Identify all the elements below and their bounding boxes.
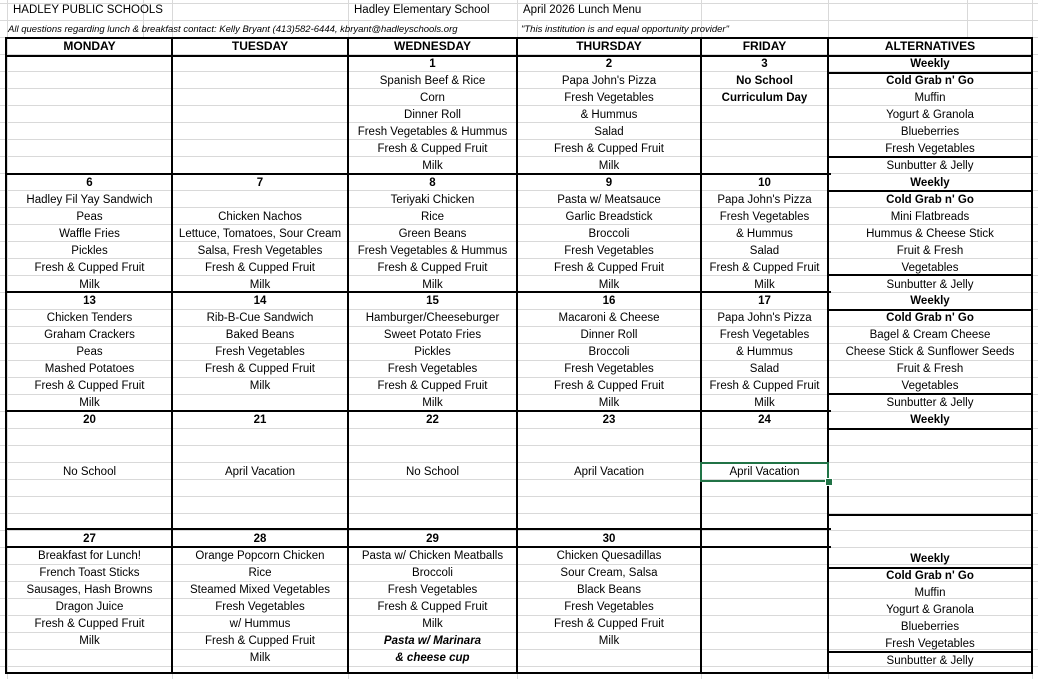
closure-cell[interactable]: No School [62, 466, 117, 478]
date-number-cell[interactable]: 7 [256, 177, 264, 189]
date-number-cell[interactable]: 2 [605, 58, 613, 70]
column-header-tuesday[interactable]: TUESDAY [231, 39, 289, 53]
closure-cell[interactable]: April Vacation [224, 466, 296, 478]
menu-item-cell[interactable]: Fresh Vegetables [564, 245, 654, 257]
date-number-cell[interactable]: 23 [602, 414, 616, 426]
menu-item-cell[interactable]: Milk [422, 160, 443, 172]
menu-item-cell[interactable]: Rice [420, 211, 444, 223]
date-number-cell[interactable]: 21 [253, 414, 267, 426]
menu-item-cell[interactable]: Papa John's Pizza [717, 312, 812, 324]
border-week-separator [5, 173, 831, 175]
menu-item-cell[interactable]: Breakfast for Lunch! [38, 550, 141, 562]
date-number-cell[interactable]: 10 [758, 177, 771, 189]
menu-item-cell[interactable]: Macaroni & Cheese [558, 312, 660, 324]
selected-cell-highlight[interactable] [700, 462, 829, 482]
menu-item-cell[interactable]: Graham Crackers [44, 329, 135, 341]
menu-item-cell[interactable]: Chicken Tenders [46, 312, 133, 324]
menu-item-cell[interactable]: & cheese cup [395, 652, 470, 664]
border-left [5, 37, 7, 674]
alternative-item-cell[interactable]: Fruit & Fresh [896, 363, 964, 375]
border-week-separator [5, 410, 831, 412]
menu-item-cell[interactable]: Fresh & Cupped Fruit [205, 262, 315, 274]
menu-item-cell[interactable]: Salad [594, 126, 624, 138]
menu-item-cell[interactable]: Dinner Roll [580, 329, 638, 341]
alternative-item-cell[interactable]: Mini Flatbreads [890, 211, 970, 223]
alternative-item-cell[interactable]: Weekly [910, 58, 950, 70]
alternative-item-cell[interactable]: Cold Grab n' Go [886, 194, 974, 206]
menu-item-cell[interactable]: Pasta w/ Marinara [383, 635, 482, 647]
date-number-cell[interactable]: 22 [426, 414, 439, 426]
menu-item-cell[interactable]: Milk [598, 279, 620, 291]
menu-item-cell[interactable]: Sausages, Hash Browns [26, 584, 153, 596]
menu-item-cell[interactable]: Broccoli [588, 346, 630, 358]
gridline-horizontal [0, 496, 1038, 497]
menu-item-cell[interactable]: Mashed Potatoes [44, 363, 135, 375]
column-header-friday[interactable]: FRIDAY [742, 39, 787, 53]
column-header-alternatives[interactable]: ALTERNATIVES [884, 39, 976, 53]
menu-item-cell[interactable]: Fresh & Cupped Fruit [34, 380, 145, 392]
menu-item-cell[interactable]: Pickles [414, 346, 451, 358]
menu-title-cell[interactable]: April 2026 Lunch Menu [523, 4, 642, 16]
menu-item-cell[interactable]: Salad [749, 245, 780, 257]
border-alternatives [827, 156, 1033, 158]
menu-item-cell[interactable]: Salad [749, 363, 780, 375]
date-number-cell[interactable]: 14 [253, 295, 267, 307]
alternative-item-cell[interactable]: Cold Grab n' Go [886, 75, 974, 87]
menu-item-cell[interactable]: Steamed Mixed Vegetables [189, 584, 330, 596]
menu-item-cell[interactable]: Pasta w/ Meatsauce [557, 194, 661, 206]
alternative-item-cell[interactable]: Yogurt & Granola [886, 109, 974, 121]
border-alternatives [827, 514, 1033, 516]
menu-item-cell[interactable]: Dinner Roll [404, 109, 461, 121]
menu-item-cell[interactable]: Fresh & Cupped Fruit [377, 143, 488, 155]
date-number-cell[interactable] [172, 56, 348, 73]
border-header-bottom [5, 55, 1033, 57]
menu-item-cell[interactable]: Teriyaki Chicken [390, 194, 475, 206]
menu-item-cell[interactable]: Garlic Breadstick [565, 211, 653, 223]
menu-item-cell[interactable]: Broccoli [588, 228, 630, 240]
menu-item-cell[interactable]: Milk [598, 397, 620, 409]
border-column [347, 37, 349, 674]
menu-item-cell[interactable]: Fresh Vegetables [719, 329, 810, 341]
district-title-cell[interactable]: HADLEY PUBLIC SCHOOLS [13, 4, 163, 16]
alternative-item-cell[interactable]: Blueberries [900, 621, 960, 633]
menu-item-cell[interactable]: Milk [79, 635, 100, 647]
menu-item-cell[interactable]: Peas [76, 211, 103, 223]
alternative-item-cell[interactable]: Sunbutter & Jelly [886, 160, 974, 172]
menu-item-cell[interactable]: Milk [598, 635, 620, 647]
alternative-item-cell[interactable]: Sunbutter & Jelly [886, 655, 974, 667]
menu-item-cell[interactable]: w/ Hummus [229, 618, 291, 630]
menu-item-cell[interactable]: Chicken Quesadillas [556, 550, 662, 562]
date-number-cell[interactable]: 6 [86, 177, 93, 189]
border-alternatives [827, 428, 1033, 430]
alternative-item-cell[interactable]: Vegetables [901, 262, 959, 274]
menu-item-cell[interactable]: Lettuce, Tomatoes, Sour Cream [178, 228, 342, 240]
menu-item-cell[interactable]: Black Beans [577, 584, 641, 596]
closure-cell[interactable]: April Vacation [573, 466, 645, 478]
menu-item-cell[interactable]: Fresh Vegetables [564, 601, 654, 613]
date-number-cell[interactable]: 29 [426, 533, 439, 545]
menu-item-cell[interactable]: Milk [422, 397, 443, 409]
menu-item-cell[interactable]: Pickles [71, 245, 108, 257]
menu-item-cell[interactable]: Corn [420, 92, 445, 104]
alternative-item-cell[interactable]: Yogurt & Granola [886, 604, 974, 616]
alternative-item-cell[interactable]: Fresh Vegetables [885, 143, 975, 155]
menu-item-cell[interactable]: Fresh & Cupped Fruit [377, 380, 488, 392]
alternative-item-cell[interactable]: Cold Grab n' Go [886, 570, 974, 582]
menu-item-cell[interactable]: Sweet Potato Fries [383, 329, 482, 341]
date-number-cell[interactable]: 20 [83, 414, 96, 426]
alternative-item-cell[interactable]: Sunbutter & Jelly [886, 279, 974, 291]
menu-item-cell[interactable]: Fresh & Cupped Fruit [377, 601, 488, 613]
menu-item-cell[interactable]: Fresh & Cupped Fruit [709, 262, 820, 274]
menu-item-cell[interactable]: Pasta w/ Chicken Meatballs [361, 550, 504, 562]
menu-item-cell[interactable]: Fresh & Cupped Fruit [554, 618, 664, 630]
date-number-cell[interactable]: 28 [253, 533, 267, 545]
menu-item-cell[interactable]: Fresh Vegetables & Hummus [357, 245, 508, 257]
menu-item-cell[interactable]: Orange Popcorn Chicken [195, 550, 325, 562]
menu-item-cell[interactable]: Chicken Nachos [218, 211, 302, 223]
menu-item-cell[interactable]: Dragon Juice [55, 601, 124, 613]
alternative-item-cell[interactable]: Bagel & Cream Cheese [869, 329, 991, 341]
menu-item-cell[interactable]: Baked Beans [225, 329, 295, 341]
menu-item-cell[interactable]: Hadley Fil Yay Sandwich [26, 194, 153, 206]
menu-item-cell[interactable]: Fresh Vegetables [387, 584, 478, 596]
alternative-item-cell[interactable]: Weekly [910, 553, 950, 565]
school-name-cell[interactable]: Hadley Elementary School [354, 4, 490, 16]
date-number-cell[interactable] [7, 56, 172, 73]
border-right [1031, 37, 1033, 674]
date-number-cell[interactable]: 8 [429, 177, 436, 189]
border-column [171, 37, 173, 674]
menu-item-cell[interactable]: & Hummus [736, 228, 793, 240]
menu-item-cell[interactable]: Papa John's Pizza [717, 194, 812, 206]
date-number-cell[interactable]: 17 [758, 295, 771, 307]
date-number-cell[interactable]: 27 [83, 533, 96, 545]
menu-item-cell[interactable]: Milk [249, 652, 271, 664]
menu-item-cell[interactable]: Green Beans [398, 228, 467, 240]
menu-item-cell[interactable]: Milk [598, 160, 620, 172]
alternative-item-cell[interactable]: Blueberries [900, 126, 960, 138]
date-number-cell[interactable]: 1 [429, 58, 436, 70]
border-alternatives [827, 190, 1033, 192]
date-number-cell[interactable]: 24 [758, 414, 771, 426]
border-alternatives [827, 72, 1033, 74]
menu-item-cell[interactable]: Papa John's Pizza [561, 75, 657, 87]
border-column [700, 37, 702, 674]
menu-item-cell[interactable]: Fresh & Cupped Fruit [205, 363, 315, 375]
alternative-item-cell[interactable]: Hummus & Cheese Stick [866, 228, 994, 240]
menu-item-cell[interactable]: Fresh Vegetables [719, 211, 810, 223]
menu-item-cell[interactable]: Fresh & Cupped Fruit [554, 380, 664, 392]
menu-item-cell[interactable]: Peas [76, 346, 103, 358]
menu-item-cell[interactable]: Milk [754, 279, 775, 291]
menu-item-cell[interactable]: Fresh & Cupped Fruit [554, 143, 664, 155]
date-number-cell[interactable]: 13 [83, 295, 96, 307]
alternative-item-cell[interactable]: Muffin [914, 587, 946, 599]
menu-item-cell[interactable]: Fresh & Cupped Fruit [34, 262, 145, 274]
border-week-separator [5, 528, 831, 530]
equal-opportunity-note-cell[interactable]: "This institution is and equal opportunity provider" [521, 24, 729, 35]
date-number-cell[interactable]: 9 [605, 177, 613, 189]
alternative-item-cell[interactable]: Sunbutter & Jelly [886, 397, 974, 409]
gridline-horizontal [0, 462, 1038, 463]
alternative-item-cell[interactable]: Weekly [910, 177, 950, 189]
column-header-wednesday[interactable]: WEDNESDAY [394, 39, 471, 53]
date-number-cell[interactable]: 30 [602, 533, 616, 545]
border-column [827, 37, 829, 674]
date-number-cell[interactable]: 15 [426, 295, 439, 307]
gridline-horizontal [0, 445, 1038, 446]
menu-item-cell[interactable]: Fresh & Cupped Fruit [205, 635, 315, 647]
menu-item-cell[interactable]: Milk [249, 279, 271, 291]
closure-cell[interactable]: April Vacation [729, 466, 800, 478]
menu-item-cell[interactable]: Spanish Beef & Rice [379, 75, 486, 87]
menu-item-cell[interactable]: Fresh Vegetables & Hummus [357, 126, 508, 138]
alternative-item-cell[interactable]: Vegetables [901, 380, 959, 392]
menu-item-cell[interactable]: Sour Cream, Salsa [560, 567, 658, 579]
menu-item-cell[interactable]: Fresh Vegetables [215, 601, 305, 613]
border-alternatives [827, 274, 1033, 276]
alternative-item-cell[interactable]: Cold Grab n' Go [886, 312, 974, 324]
alternative-item-cell[interactable]: Cheese Stick & Sunflower Seeds [845, 346, 1015, 358]
menu-item-cell[interactable]: Milk [249, 380, 271, 392]
column-header-monday[interactable]: MONDAY [63, 39, 116, 53]
menu-item-cell[interactable]: Broccoli [412, 567, 453, 579]
border-alternatives [827, 651, 1033, 653]
closure-cell[interactable]: No School [405, 466, 460, 478]
alternative-item-cell[interactable]: Weekly [910, 414, 950, 426]
menu-item-cell[interactable]: Fresh & Cupped Fruit [377, 262, 488, 274]
border-bottom [5, 672, 1033, 674]
border-column [516, 37, 518, 674]
border-top [5, 37, 1033, 39]
menu-item-cell[interactable] [172, 192, 348, 209]
menu-item-cell[interactable]: Fresh Vegetables [564, 363, 654, 375]
date-number-cell[interactable]: 16 [602, 295, 616, 307]
menu-item-cell[interactable]: Fresh Vegetables [564, 92, 654, 104]
menu-item-cell[interactable]: French Toast Sticks [39, 567, 140, 579]
menu-item-cell[interactable]: Waffle Fries [59, 228, 120, 240]
menu-item-cell[interactable]: Curriculum Day [721, 92, 808, 104]
menu-item-cell[interactable]: Fresh & Cupped Fruit [34, 618, 145, 630]
alternative-item-cell[interactable]: Muffin [914, 92, 946, 104]
menu-item-cell[interactable]: Fresh Vegetables [387, 363, 478, 375]
column-header-thursday[interactable]: THURSDAY [576, 39, 642, 53]
alternative-item-cell[interactable]: Fresh Vegetables [885, 638, 975, 650]
gridline-vertical [967, 0, 968, 37]
menu-item-cell[interactable]: Milk [422, 279, 443, 291]
contact-note-cell[interactable]: All questions regarding lunch & breakfast contact: Kelly Bryant (413)582-6444, kbryant@hadleyschools.org [8, 24, 458, 35]
menu-item-cell[interactable]: Milk [422, 618, 443, 630]
menu-item-cell[interactable]: Milk [79, 397, 100, 409]
alternative-item-cell[interactable]: Weekly [910, 295, 950, 307]
menu-item-cell[interactable]: Fresh Vegetables [215, 346, 305, 358]
border-alternatives [827, 393, 1033, 395]
menu-item-cell[interactable]: Rib-B-Cue Sandwich [206, 312, 314, 324]
alternative-item-cell[interactable]: Fruit & Fresh [896, 245, 964, 257]
menu-item-cell[interactable]: & Hummus [580, 109, 638, 121]
border-week-separator [5, 546, 831, 548]
border-week-separator [5, 291, 831, 293]
border-alternatives [827, 567, 1033, 569]
menu-item-cell[interactable]: Rice [248, 567, 272, 579]
fill-handle[interactable] [825, 478, 833, 486]
border-alternatives [827, 309, 1033, 311]
menu-item-cell[interactable]: Fresh & Cupped Fruit [554, 262, 664, 274]
menu-item-cell[interactable]: No School [736, 75, 793, 87]
date-number-cell[interactable]: 3 [761, 58, 768, 70]
menu-item-cell[interactable]: Fresh & Cupped Fruit [709, 380, 820, 392]
menu-item-cell[interactable]: Milk [79, 279, 100, 291]
menu-item-cell[interactable]: Milk [754, 397, 775, 409]
menu-item-cell[interactable]: Salsa, Fresh Vegetables [197, 245, 323, 257]
menu-item-cell[interactable]: Hamburger/Cheeseburger [365, 312, 500, 324]
menu-item-cell[interactable]: & Hummus [736, 346, 793, 358]
